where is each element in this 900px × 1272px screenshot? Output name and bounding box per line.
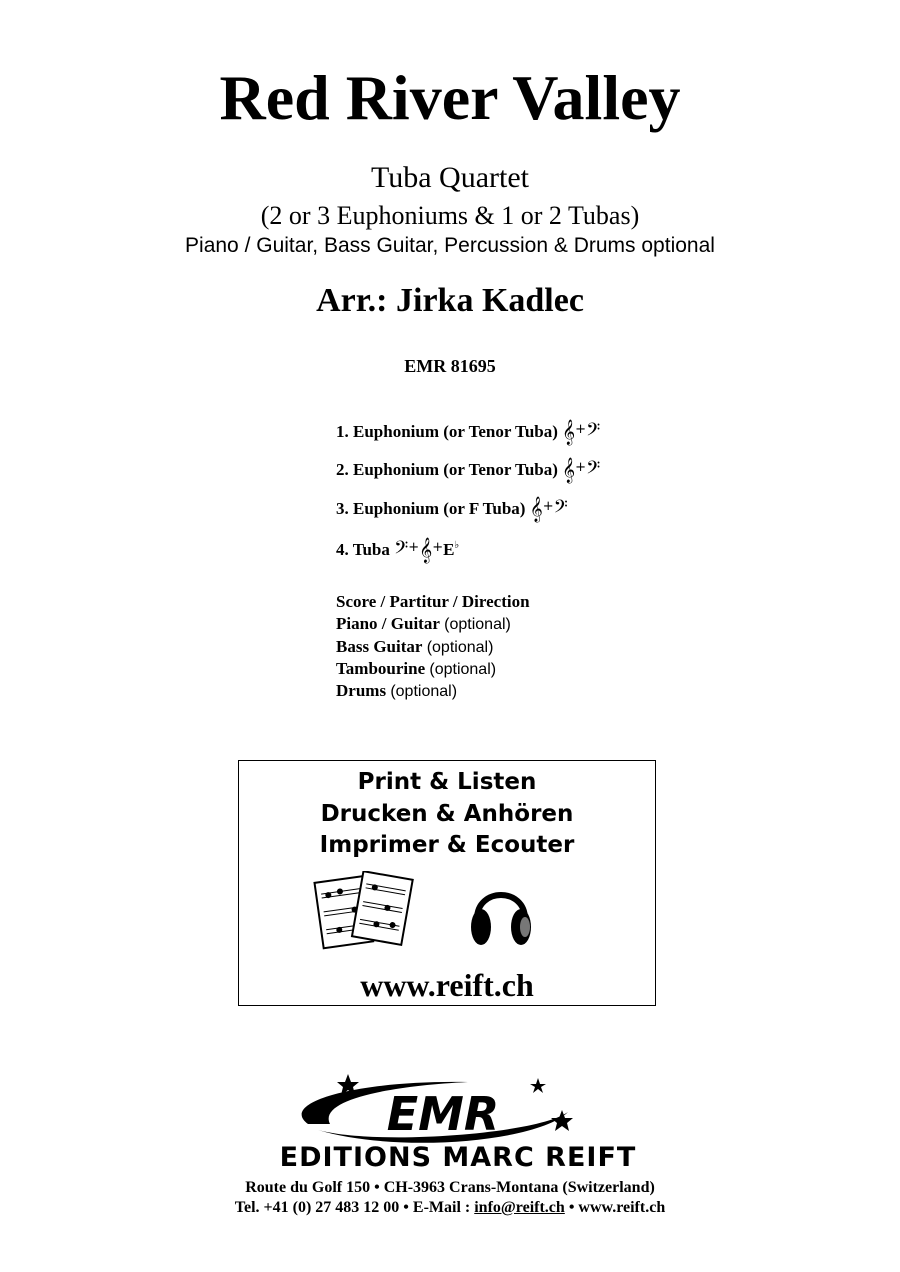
star-icon [551,1110,573,1131]
extra-piano: Piano / Guitar (optional) [336,614,511,633]
page-title: Red River Valley [219,62,681,133]
telephone: Tel. +41 (0) 27 483 12 00 • E-Mail : [234,1199,471,1216]
bass-clef-icon: 𝄢 [394,538,409,563]
publisher-name: EDITIONS MARC REIFT [279,1142,637,1172]
promo-line-fr: Imprimer & Ecouter [319,832,575,858]
eb-label: E [443,540,455,559]
logo-text: EMR [386,1087,500,1141]
emr-logo [238,1072,678,1172]
star-icon [530,1078,546,1093]
bass-clef-icon: 𝄢 [553,497,568,522]
part-4 [336,534,459,563]
treble-clef-icon: 𝄞 [562,420,576,445]
extra-tambourine: Tambourine (optional) [336,659,497,678]
treble-clef-icon: 𝄞 [562,458,576,483]
print-listen-box [238,760,656,1006]
website-footer[interactable]: • www.reift.ch [568,1199,666,1216]
part-label: 2. Euphonium (or Tenor Tuba) [336,460,558,479]
plus-sign: + [542,499,554,514]
part-label: 1. Euphonium (or Tenor Tuba) [336,422,558,441]
extra-drums: Drums (optional) [336,681,458,700]
subtitle: Tuba Quartet [370,161,530,194]
promo-icons [309,871,589,951]
instrumentation: (2 or 3 Euphoniums & 1 or 2 Tubas) [260,201,640,230]
extra-bass-guitar: Bass Guitar (optional) [336,637,494,656]
plus-sign: + [575,422,587,437]
promo-line-de: Drucken & Anhören [320,801,574,827]
part-3 [336,495,568,522]
catalog-number: EMR 81695 [404,356,496,376]
email-link[interactable]: info@reift.ch [474,1199,565,1216]
promo-line-en: Print & Listen [357,769,537,795]
publisher-address: Route du Golf 150 • CH-3963 Crans-Montana (Switzerland) [245,1179,655,1196]
treble-clef-icon: 𝄞 [529,497,543,522]
part-2 [336,456,600,483]
plus-sign: + [432,540,444,555]
plus-sign: + [575,460,587,475]
part-label: 4. Tuba [336,540,390,559]
headphones-icon [471,895,531,945]
extra-score: Score / Partitur / Direction [336,592,530,611]
arranger: Arr.: Jirka Kadlec [316,282,584,319]
bass-clef-icon: 𝄢 [586,458,601,483]
plus-sign: + [408,540,420,555]
sheet-music-icon [315,871,413,948]
treble-clef-icon: 𝄞 [419,538,433,563]
optional-instruments: Piano / Guitar, Bass Guitar, Percussion & Drums optional [185,234,715,257]
part-1 [336,418,600,445]
website-link[interactable]: www.reift.ch [360,967,534,1003]
publisher-contact [0,1198,900,1218]
flat-sign: ♭ [454,540,460,551]
part-label: 3. Euphonium (or F Tuba) [336,499,526,518]
bass-clef-icon: 𝄢 [586,420,601,445]
